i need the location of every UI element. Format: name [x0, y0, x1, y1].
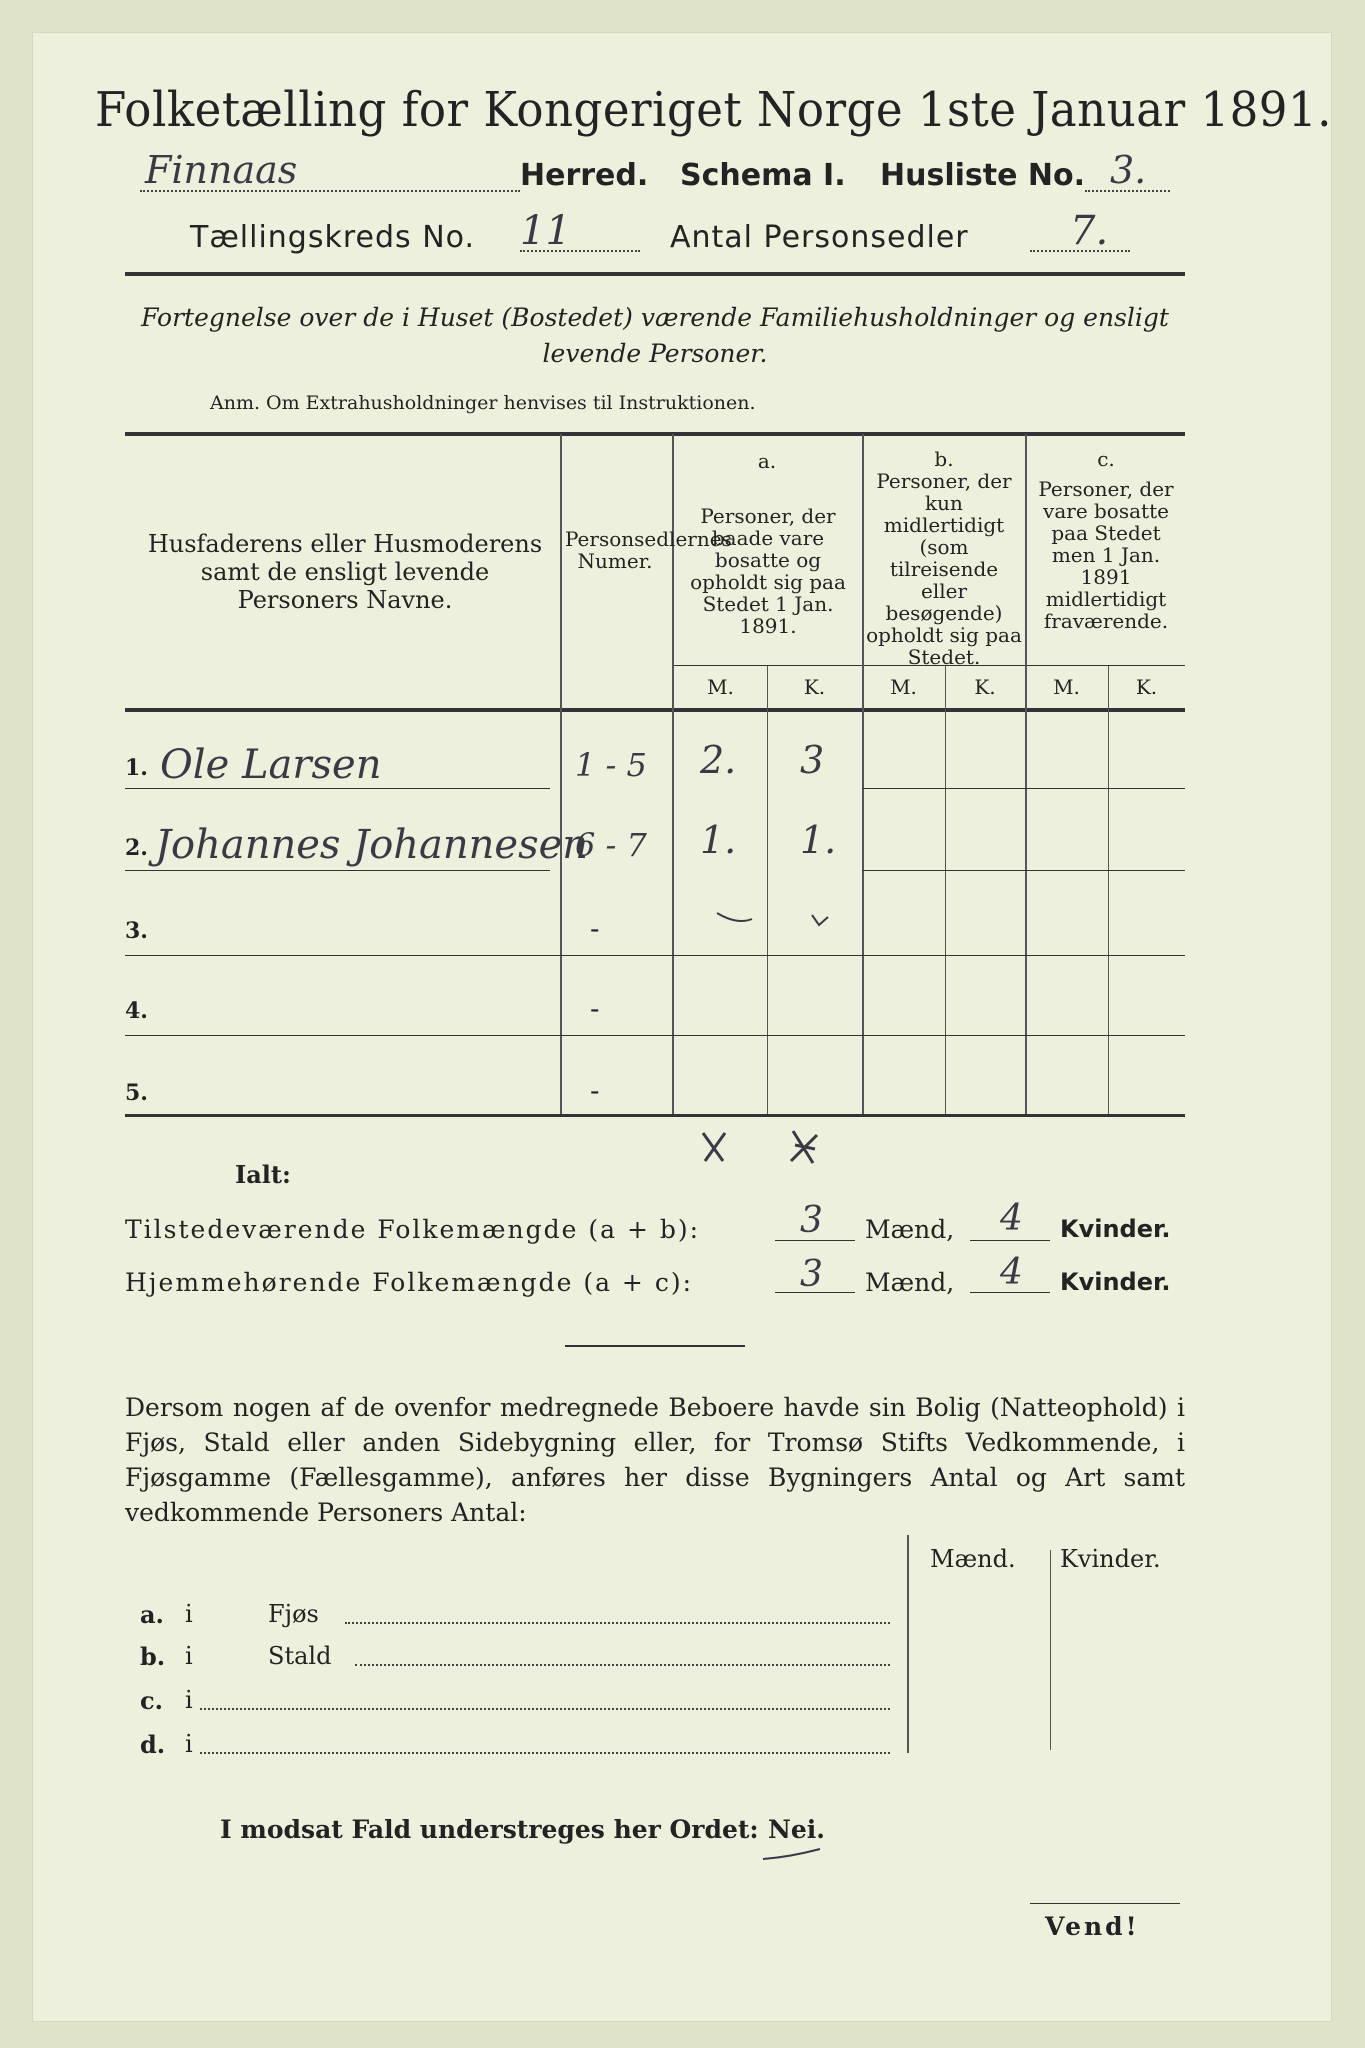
col-header-a: Personer, der baade vare bosatte og opholdt sig paa Stedet 1 Jan. 1891. — [690, 504, 846, 638]
col-a-m: M. — [707, 675, 734, 699]
ialt-label: Ialt: — [235, 1160, 291, 1189]
row-personsedler: - — [590, 912, 600, 945]
bolig-item-letter: c. — [140, 1686, 163, 1715]
kreds-dotted-line — [520, 250, 640, 252]
row-a-k: 1. — [800, 818, 837, 862]
tilstedevaerende-maend-rule — [775, 1240, 855, 1241]
col-divider-a-mk — [767, 666, 768, 1114]
tilstedevaerende-kvinder-rule — [970, 1240, 1050, 1241]
bolig-item-dots — [355, 1664, 890, 1666]
hjemmehorende-kvinder-label: Kvinder. — [1060, 1268, 1171, 1296]
bolig-item-label: Stald — [268, 1642, 332, 1670]
bolig-item-dots — [200, 1752, 890, 1754]
row-personsedler: 6 - 7 — [575, 826, 647, 864]
form-title: Folketælling for Kongeriget Norge 1ste Januar 1891. — [95, 82, 1332, 138]
tilstedevaerende-maend-value: 3 — [800, 1200, 823, 1241]
row-rule-bc — [862, 870, 1185, 871]
nei-underline — [760, 1845, 830, 1865]
herred-label: Herred. — [520, 158, 649, 193]
row-number: 2. — [125, 835, 148, 861]
row-number: 1. — [125, 755, 148, 781]
modsat-label: I modsat Fald understreges her Ordet: — [220, 1815, 759, 1844]
nei-word: Nei. — [768, 1815, 825, 1844]
bolig-item-dots — [200, 1708, 890, 1710]
anm-note: Anm. Om Extrahusholdninger henvises til Instruktionen. — [210, 392, 756, 414]
bolig-item-dots — [345, 1622, 890, 1624]
bolig-item-letter: b. — [140, 1642, 166, 1671]
col-divider-num — [560, 434, 562, 1114]
col-header-name: Husfaderens eller Husmoderens samt de ensligt levende Personers Navne. — [147, 530, 543, 614]
col-c-m: M. — [1053, 675, 1080, 699]
col-c-letter: c. — [1097, 447, 1115, 471]
vend-label: Vend! — [1045, 1912, 1140, 1941]
row-3-checkmarks — [712, 905, 862, 935]
row-name: Johannes Johannesen — [155, 822, 589, 868]
tilstedevaerende-kvinder-label: Kvinder. — [1060, 1215, 1171, 1243]
section-separator — [565, 1345, 745, 1347]
row-rule — [125, 955, 1185, 956]
tilstedevaerende-label: Tilstedeværende Folkemængde (a + b): — [125, 1215, 701, 1244]
bolig-col-maend: Mænd. — [930, 1545, 1016, 1573]
row-personsedler: - — [590, 1074, 600, 1107]
row-number: 5. — [125, 1080, 148, 1106]
row-personsedler: - — [590, 992, 600, 1025]
row-personsedler: 1 - 5 — [575, 746, 647, 784]
intro-text: Fortegnelse over de i Huset (Bostedet) værende Familiehusholdninger og ensligt levende Personer. — [141, 303, 1169, 368]
header-rule — [125, 272, 1185, 276]
antal-label: Antal Personsedler — [670, 220, 969, 255]
col-c-k: K. — [1135, 675, 1158, 699]
bolig-item-prefix: i — [185, 1686, 193, 1714]
col-b-m: M. — [890, 675, 917, 699]
schema-label: Schema I. — [680, 158, 846, 193]
vend-rule — [1030, 1903, 1180, 1904]
bolig-item-prefix: i — [185, 1600, 193, 1628]
kreds-value: 11 — [520, 208, 571, 254]
row-rule-bc — [862, 788, 1185, 789]
bolig-col-divider-left — [907, 1535, 909, 1753]
col-b-letter: b. — [934, 447, 954, 471]
table-bottom-rule — [125, 1114, 1185, 1117]
bolig-item-letter: a. — [140, 1600, 164, 1629]
row-a-m: 1. — [700, 818, 737, 862]
herred-value: Finnaas — [145, 148, 298, 192]
hjemmehorende-kvinder-value: 4 — [1000, 1252, 1023, 1293]
col-b-k: K. — [974, 675, 996, 699]
herred-dotted-line — [140, 190, 520, 192]
row-rule — [125, 870, 550, 871]
col-header-b: Personer, der kun midlertidigt (som tilreisende eller besøgende) opholdt sig paa Stedet. — [866, 469, 1022, 669]
bolig-item-letter: d. — [140, 1730, 166, 1759]
col-divider-c-mk — [1108, 666, 1109, 1114]
hjemmehorende-kvinder-rule — [970, 1292, 1050, 1293]
col-divider-c — [1025, 434, 1027, 1114]
row-name: Ole Larsen — [160, 742, 382, 788]
bolig-item-label: Fjøs — [268, 1600, 319, 1628]
tilstedevaerende-kvinder-value: 4 — [1000, 1198, 1023, 1239]
bolig-item-prefix: i — [185, 1730, 193, 1758]
bolig-paragraph: Dersom nogen af de ovenfor medregnede Beboere havde sin Bolig (Natteophold) i Fjøs, Stald eller anden Sidebygning eller, for Tromsø Stifts Vedkommende, i Fjøsgamme (Fællesgamme), anføres her disse Bygningers Antal og Art samt vedkommende Personers Antal: — [125, 1393, 1185, 1527]
bolig-col-divider-mid — [1050, 1550, 1051, 1750]
row-a-k: 3 — [800, 738, 825, 782]
antal-dotted-line — [1030, 250, 1130, 252]
husliste-label: Husliste No. — [880, 158, 1085, 193]
kreds-label: Tællingskreds No. — [190, 220, 475, 255]
husliste-dotted-line — [1085, 190, 1170, 192]
row-number: 3. — [125, 918, 148, 944]
hjemmehorende-maend-value: 3 — [800, 1254, 823, 1295]
husliste-value: 3. — [1110, 148, 1147, 192]
hjemmehorende-maend-rule — [775, 1292, 855, 1293]
row-rule — [125, 788, 550, 789]
col-header-c: Personer, der vare bosatte paa Stedet men 1 Jan. 1891 midlertidigt fraværende. — [1038, 477, 1174, 633]
tilstedevaerende-maend-label: Mænd, — [865, 1215, 955, 1244]
row-number: 4. — [125, 998, 148, 1024]
antal-value: 7. — [1070, 208, 1109, 254]
col-divider-b-mk — [945, 666, 946, 1114]
row-rule — [125, 1035, 1185, 1036]
row-a-m: 2. — [700, 738, 737, 782]
bolig-col-kvinder: Kvinder. — [1060, 1545, 1161, 1573]
tally-marks — [695, 1125, 835, 1170]
hjemmehorende-maend-label: Mænd, — [865, 1268, 955, 1297]
hjemmehorende-label: Hjemmehørende Folkemængde (a + c): — [125, 1268, 693, 1297]
col-header-num: Personsedlernes Numer. — [565, 527, 732, 573]
col-a-letter: a. — [757, 449, 777, 473]
bolig-item-prefix: i — [185, 1642, 193, 1670]
col-a-k: K. — [803, 675, 826, 699]
